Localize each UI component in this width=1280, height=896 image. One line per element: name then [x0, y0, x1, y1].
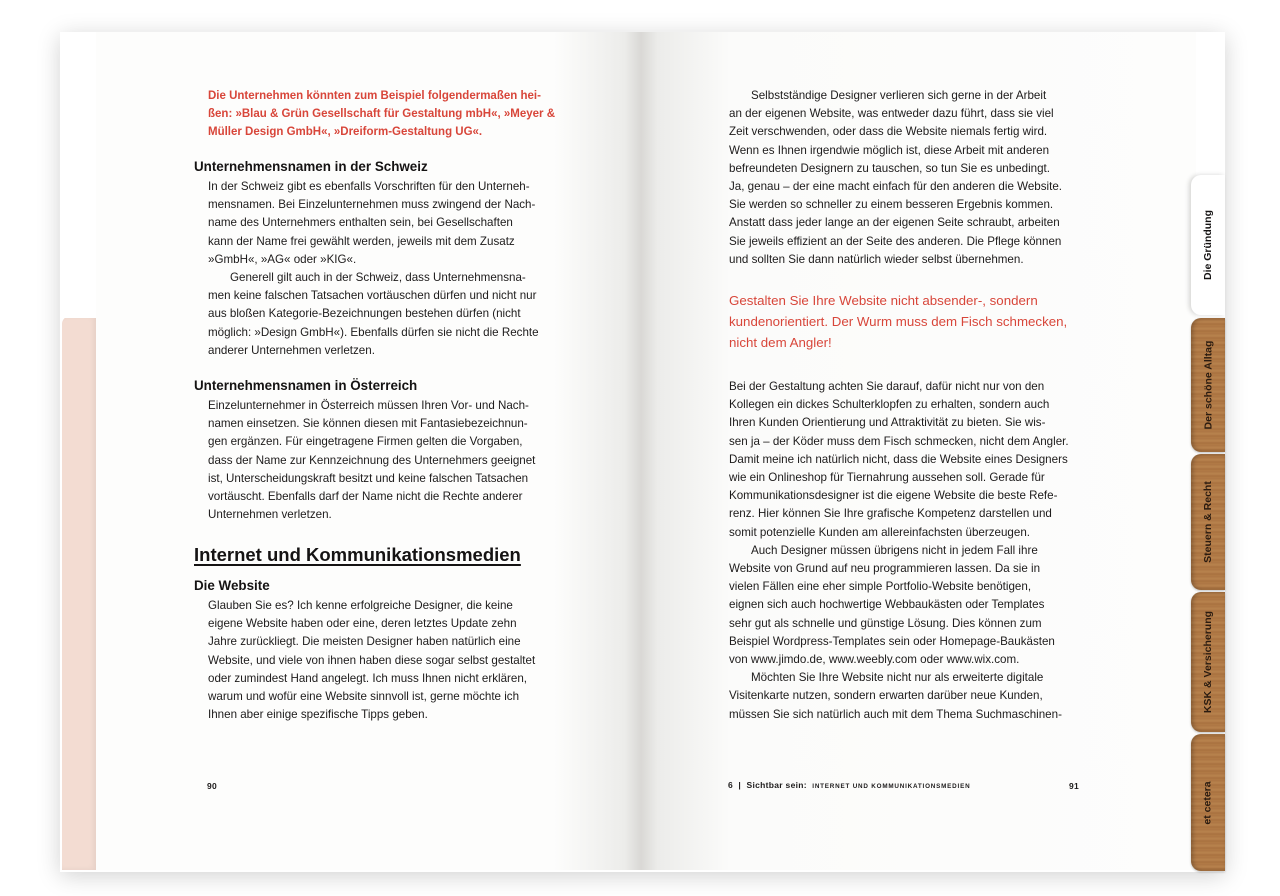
page-edge-strip: [62, 32, 96, 318]
text-line: Kommunikationsdesigner ist die eigene Website die beste Refe-: [729, 489, 1058, 503]
text-line: kundenorientiert. Der Wurm muss dem Fisch schmecken,: [729, 313, 1068, 329]
text-line: müssen Sie sich natürlich auch mit dem Thema Suchmaschinen-: [729, 707, 1062, 721]
text-line: Beispiel Wordpress-Templates sein oder Homepage-Baukästen: [729, 634, 1055, 648]
tab-die-gruendung[interactable]: [1191, 175, 1225, 315]
text-line: somit potenzielle Kunden am allereinfachsten überzeugen.: [729, 525, 1030, 539]
text-line: Sie jeweils effizient an der Seite des anderen. Die Pflege können: [729, 234, 1062, 248]
text-line: Damit meine ich natürlich nicht, dass die Website eines Designers: [729, 452, 1068, 466]
text-line: Müller Design GmbH«, »Dreiform-Gestaltung UG«.: [208, 126, 483, 139]
text-line: und sollten Sie dann natürlich wieder selbst übernehmen.: [729, 252, 1024, 266]
text-line: sen ja – der Köder muss dem Fisch schmecken, nicht dem Angler.: [729, 434, 1069, 448]
text-line: name des Unternehmers enthalten sein, bei Gesellschaften: [208, 216, 513, 230]
tab-label: Die Gründung: [1202, 210, 1214, 280]
text-line: Gestalten Sie Ihre Website nicht absender-, sondern: [729, 293, 1038, 308]
running-footer: [728, 780, 970, 790]
text-line: vielen Fällen eine eher simple Portfolio-Website benötigen,: [729, 580, 1032, 594]
pull-quote: [729, 291, 1089, 353]
paragraph-schweiz: [208, 178, 568, 360]
text-line: Ihren Kunden Orientierung und Attraktivität zu bieten. Sie wis-: [729, 416, 1046, 430]
text-line: Website von Grund auf neu programmieren lassen. Da sie in: [729, 562, 1041, 576]
text-line: nicht dem Angler!: [729, 334, 832, 350]
text-line: ßen: »Blau & Grün Gesellschaft für Gestaltung mbH«, »Meyer &: [208, 108, 555, 121]
text-line: Unternehmen verletzen.: [208, 508, 332, 522]
text-line: Ja, genau – der eine macht einfach für den anderen die Website.: [729, 180, 1063, 194]
text-line: Website, und viele von ihnen haben diese sogar selbst gestaltet: [208, 653, 536, 667]
tab-label: et cetera: [1202, 780, 1215, 825]
text-line: namen einsetzen. Sie können diesen mit Fantasiebezeichnun-: [208, 417, 528, 431]
text-line: an der eigenen Website, was entweder dazu führt, dass sie viel: [729, 107, 1054, 121]
heading-website: Die Website: [194, 578, 270, 593]
text-line: Möchten Sie Ihre Website nicht nur als erweiterte digitale: [751, 671, 1044, 685]
paragraph-gestaltung: [729, 378, 1099, 724]
text-line: Bei der Gestaltung achten Sie darauf, dafür nicht nur von den: [729, 380, 1045, 393]
chapter-title: Sichtbar sein:: [746, 780, 807, 790]
text-line: eigene Website haben oder eine, deren letztes Update zehn: [208, 617, 517, 631]
paragraph-oesterreich: [208, 397, 568, 524]
text-line: Jahre zurückliegt. Die meisten Designer haben natürlich eine: [208, 635, 521, 649]
tab-et-cetera[interactable]: [1191, 734, 1225, 871]
text-line: mensnamen. Bei Einzelunternehmen muss zwingend der Nach-: [208, 198, 536, 212]
text-line: Auch Designer müssen übrigens nicht in jedem Fall ihre: [751, 543, 1038, 557]
text-line: warum und wofür eine Website sinnvoll ist, gerne möchte ich: [208, 690, 520, 704]
text-line: Ihnen aber einige spezifische Tipps geben.: [208, 708, 428, 722]
page-number-left: 90: [207, 781, 218, 791]
text-line: Die Unternehmen könnten zum Beispiel folgendermaßen hei-: [208, 90, 541, 102]
text-line: anderer Unternehmen verletzen.: [208, 343, 375, 357]
text-line: Zeit verschwenden, oder dass die Website niemals fertig wird.: [729, 125, 1048, 139]
text-line: renz. Hier können Sie Ihre grafische Kompetenz darstellen und: [729, 507, 1052, 521]
heading-internet-kommunikation: Internet und Kommunikationsmedien: [194, 544, 521, 565]
text-line: »GmbH«, »AG« oder »KIG«.: [208, 252, 357, 266]
text-line: dass der Name zur Kennzeichnung des Unternehmers geeignet: [208, 453, 536, 467]
text-line: kann der Name frei gewählt werden, jeweils mit dem Zusatz: [208, 234, 515, 248]
text-line: In der Schweiz gibt es ebenfalls Vorschriften für den Unterneh-: [208, 180, 530, 193]
paragraph-website: [208, 597, 568, 724]
text-line: Anstatt dass jeder lange an der eigenen Seite schraubt, arbeiten: [729, 216, 1060, 230]
text-line: von www.jimdo.de, www.weebly.com oder www.wix.com.: [729, 653, 1020, 667]
text-line: befreundeten Designern zu tauschen, so tun Sie es unbedingt.: [729, 161, 1050, 175]
tab-steuern-recht[interactable]: [1191, 454, 1225, 590]
text-line: eignen sich auch hochwertige Webbaukästen oder Templates: [729, 598, 1045, 612]
tab-ksk-versicherung[interactable]: [1191, 592, 1225, 732]
text-line: vortäuscht. Ebenfalls darf der Name nicht die Rechte anderer: [208, 490, 523, 504]
chapter-number: 6: [728, 780, 734, 790]
text-line: Glauben Sie es? Ich kenne erfolgreiche Designer, die keine: [208, 599, 513, 612]
heading-schweiz: Unternehmensnamen in der Schweiz: [194, 159, 428, 174]
text-line: gen ergänzen. Für eingetragene Firmen gelten die Vorgaben,: [208, 435, 523, 449]
text-line: men keine falschen Tatsachen vortäuschen dürfen und nicht nur: [208, 289, 537, 303]
text-line: Wenn es Ihnen irgendwie möglich ist, diese Arbeit mit anderen: [729, 143, 1050, 157]
text-line: Einzelunternehmer in Österreich müssen Ihren Vor- und Nach-: [208, 399, 529, 412]
intro-red-text: [208, 87, 558, 142]
section-title: INTERNET UND KOMMUNIKATIONSMEDIEN: [812, 783, 971, 790]
text-line: Visitenkarte nutzen, sondern erwarten darüber neue Kunden,: [729, 689, 1043, 703]
text-line: möglich: »Design GmbH«). Ebenfalls dürfen sie nicht die Rechte: [208, 325, 539, 339]
tab-label: Steuern & Recht: [1202, 481, 1214, 563]
peach-page-edge: [62, 316, 98, 870]
chapter-tabs: [1191, 175, 1231, 875]
left-page: [96, 32, 641, 870]
right-page: [641, 32, 1196, 870]
text-line: sehr gut als schnelle und günstige Lösung. Dies können zum: [729, 616, 1042, 630]
tab-der-schoene-alltag[interactable]: [1191, 318, 1225, 452]
paragraph-designer-websites: [729, 87, 1099, 269]
heading-oesterreich: Unternehmensnamen in Österreich: [194, 378, 418, 393]
tab-label: KSK & Versicherung: [1202, 610, 1214, 714]
text-line: wie ein Onlineshop für Tiernahrung aussehen soll. Gerade für: [729, 471, 1045, 485]
text-line: aus bloßen Kategorie-Bezeichnungen bestehen dürfen (nicht: [208, 307, 521, 321]
text-line: Kollegen ein dickes Schulterklopfen zu erhalten, sondern auch: [729, 398, 1050, 412]
text-line: Generell gilt auch in der Schweiz, dass Unternehmensna-: [230, 271, 526, 285]
text-line: ist, Unterscheidungskraft besitzt und keine falschen Tatsachen: [208, 471, 529, 485]
text-line: oder zumindest Hand angelegt. Ich muss Ihnen nicht erklären,: [208, 671, 528, 685]
tab-label: Der schöne Alltag: [1202, 340, 1215, 430]
page-number-right: 91: [1069, 781, 1080, 791]
text-line: Sie werden so schneller zu einem besseren Ergebnis kommen.: [729, 198, 1054, 212]
footer-separator: |: [738, 780, 742, 790]
text-line: Selbstständige Designer verlieren sich gerne in der Arbeit: [751, 89, 1047, 102]
